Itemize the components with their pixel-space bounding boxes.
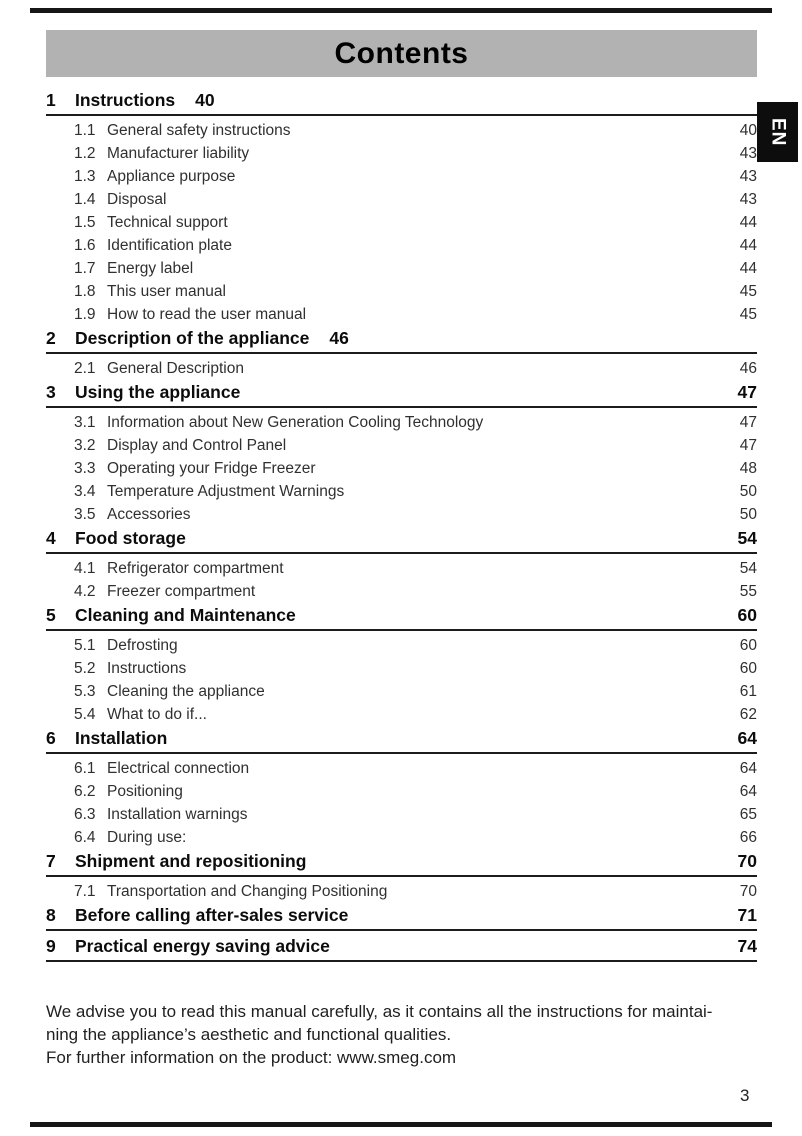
- section-rule: [46, 929, 757, 931]
- section-title: Cleaning and Maintenance: [75, 605, 296, 625]
- item-number: 5.3: [74, 683, 96, 700]
- item-title: Technical support: [107, 214, 228, 231]
- footer-line: For further information on the product: www.smeg.com: [46, 1048, 457, 1067]
- item-page: 64: [739, 760, 757, 777]
- section-number: 5: [46, 605, 56, 625]
- section-page: 47: [737, 382, 757, 402]
- section-page: 46: [329, 328, 349, 348]
- toc-section-header: [46, 526, 757, 551]
- toc-item: [46, 880, 757, 903]
- toc-item: [46, 680, 757, 703]
- section-page: 70: [737, 851, 757, 871]
- item-page: 64: [739, 783, 757, 800]
- toc-section-header: [46, 326, 757, 351]
- item-title: Electrical connection: [107, 760, 250, 777]
- toc-item: [46, 557, 757, 580]
- section-title: Before calling after-sales service: [75, 905, 349, 925]
- section-number: 7: [46, 851, 56, 871]
- section-title: Practical energy saving advice: [75, 936, 330, 956]
- toc-item: [46, 119, 757, 142]
- item-title: Information about New Generation Cooling Technology: [107, 414, 484, 431]
- page-number: 3: [740, 1086, 750, 1105]
- item-page: 43: [739, 145, 757, 162]
- section-rule: [46, 875, 757, 877]
- item-number: 4.1: [74, 560, 96, 577]
- item-title: How to read the user manual: [107, 306, 307, 323]
- toc-item: [46, 480, 757, 503]
- toc-item: [46, 280, 757, 303]
- item-number: 3.3: [74, 460, 96, 477]
- item-page: 62: [739, 706, 757, 723]
- toc-item: [46, 457, 757, 480]
- language-tab-label: EN: [767, 117, 789, 147]
- item-number: 7.1: [74, 883, 96, 900]
- section-rule: [46, 406, 757, 408]
- item-number: 1.9: [74, 306, 96, 323]
- section-page: 40: [195, 90, 215, 110]
- section-rule: [46, 114, 757, 116]
- toc-section-header: [46, 603, 757, 628]
- item-title: Cleaning the appliance: [107, 683, 265, 700]
- toc-section-header: [46, 934, 757, 959]
- item-page: 40: [739, 122, 757, 139]
- item-number: 3.2: [74, 437, 96, 454]
- item-title: Defrosting: [107, 637, 178, 654]
- item-number: 1.3: [74, 168, 96, 185]
- section-number: 4: [46, 528, 56, 548]
- toc-section-header: [46, 849, 757, 874]
- item-title: Identification plate: [107, 237, 232, 254]
- toc-item: [46, 142, 757, 165]
- page-title: Contents: [334, 36, 469, 70]
- toc-item: [46, 411, 757, 434]
- item-title: Manufacturer liability: [107, 145, 250, 162]
- language-tab: [757, 102, 798, 162]
- section-title: Description of the appliance: [75, 328, 310, 348]
- item-title: Appliance purpose: [107, 168, 236, 185]
- toc-item: [46, 703, 757, 726]
- toc-item: [46, 503, 757, 526]
- section-number: 8: [46, 905, 56, 925]
- item-title: Display and Control Panel: [107, 437, 287, 454]
- item-page: 54: [739, 560, 757, 577]
- footer-line: We advise you to read this manual carefully, as it contains all the instructions for maintai-: [46, 1002, 713, 1021]
- item-page: 50: [739, 483, 757, 500]
- item-page: 60: [739, 660, 757, 677]
- toc-item: [46, 780, 757, 803]
- item-page: 47: [739, 414, 757, 431]
- item-page: 48: [739, 460, 757, 477]
- section-number: 6: [46, 728, 56, 748]
- section-page: 54: [737, 528, 757, 548]
- section-page: 71: [737, 905, 757, 925]
- toc-item: [46, 657, 757, 680]
- item-page: 50: [739, 506, 757, 523]
- item-page: 46: [739, 360, 757, 377]
- item-page: 45: [739, 306, 757, 323]
- item-page: 45: [739, 283, 757, 300]
- item-title: Disposal: [107, 191, 167, 208]
- toc-item: [46, 165, 757, 188]
- item-page: 44: [739, 214, 757, 231]
- item-number: 6.1: [74, 760, 96, 777]
- section-number: 9: [46, 936, 56, 956]
- bottom-rule-bar: [30, 1122, 772, 1127]
- item-number: 6.4: [74, 829, 96, 846]
- section-title: Installation: [75, 728, 168, 748]
- item-number: 1.7: [74, 260, 96, 277]
- toc-item: [46, 757, 757, 780]
- section-number: 3: [46, 382, 56, 402]
- item-title: What to do if...: [107, 706, 207, 723]
- item-title: Instructions: [107, 660, 187, 677]
- item-title: Accessories: [107, 506, 191, 523]
- section-rule: [46, 552, 757, 554]
- item-title: General Description: [107, 360, 244, 377]
- section-title: Shipment and repositioning: [75, 851, 307, 871]
- toc-section-header: [46, 903, 757, 928]
- item-title: Operating your Fridge Freezer: [107, 460, 316, 477]
- item-number: 3.4: [74, 483, 96, 500]
- section-page: 60: [737, 605, 757, 625]
- item-number: 4.2: [74, 583, 96, 600]
- item-number: 1.1: [74, 122, 96, 139]
- item-number: 1.6: [74, 237, 96, 254]
- toc-item: [46, 257, 757, 280]
- item-page: 43: [739, 168, 757, 185]
- toc-item: [46, 826, 757, 849]
- item-title: Temperature Adjustment Warnings: [107, 483, 345, 500]
- item-title: Installation warnings: [107, 806, 248, 823]
- item-page: 43: [739, 191, 757, 208]
- item-title: Energy label: [107, 260, 194, 277]
- item-number: 1.2: [74, 145, 96, 162]
- toc-section-header: [46, 380, 757, 405]
- item-number: 5.4: [74, 706, 96, 723]
- toc-item: [46, 357, 757, 380]
- footer-line: ning the appliance’s aesthetic and functional qualities.: [46, 1025, 452, 1044]
- toc-item: [46, 188, 757, 211]
- item-page: 65: [739, 806, 757, 823]
- item-page: 60: [739, 637, 757, 654]
- item-number: 5.2: [74, 660, 96, 677]
- toc-section-header: [46, 726, 757, 751]
- item-number: 1.4: [74, 191, 96, 208]
- top-rule-bar: [30, 8, 772, 13]
- section-title: Food storage: [75, 528, 186, 548]
- item-number: 3.5: [74, 506, 96, 523]
- item-number: 1.5: [74, 214, 96, 231]
- item-page: 70: [739, 883, 757, 900]
- item-title: This user manual: [107, 283, 226, 300]
- item-title: Transportation and Changing Positioning: [107, 883, 388, 900]
- item-title: During use:: [107, 829, 187, 846]
- toc: [46, 88, 757, 965]
- toc-section-header: [46, 88, 757, 113]
- item-title: Freezer compartment: [107, 583, 256, 600]
- section-rule: [46, 960, 757, 962]
- item-title: Refrigerator compartment: [107, 560, 284, 577]
- section-rule: [46, 752, 757, 754]
- toc-item: [46, 580, 757, 603]
- toc-item: [46, 634, 757, 657]
- item-number: 5.1: [74, 637, 96, 654]
- section-title: Using the appliance: [75, 382, 241, 402]
- toc-item: [46, 211, 757, 234]
- footer-text: [46, 1000, 758, 1069]
- contents-header: [46, 30, 757, 77]
- section-rule: [46, 629, 757, 631]
- toc-item: [46, 803, 757, 826]
- section-number: 2: [46, 328, 56, 348]
- item-title: General safety instructions: [107, 122, 291, 139]
- item-page: 44: [739, 260, 757, 277]
- item-page: 44: [739, 237, 757, 254]
- item-page: 55: [739, 583, 757, 600]
- section-rule: [46, 352, 757, 354]
- item-number: 1.8: [74, 283, 96, 300]
- toc-item: [46, 303, 757, 326]
- item-page: 66: [739, 829, 757, 846]
- section-title: Instructions: [75, 90, 176, 110]
- item-number: 6.2: [74, 783, 96, 800]
- toc-item: [46, 234, 757, 257]
- item-number: 3.1: [74, 414, 96, 431]
- item-number: 2.1: [74, 360, 96, 377]
- item-number: 6.3: [74, 806, 96, 823]
- toc-item: [46, 434, 757, 457]
- section-number: 1: [46, 90, 56, 110]
- item-page: 47: [739, 437, 757, 454]
- section-page: 64: [737, 728, 757, 748]
- item-page: 61: [739, 683, 757, 700]
- item-title: Positioning: [107, 783, 183, 800]
- section-page: 74: [737, 936, 757, 956]
